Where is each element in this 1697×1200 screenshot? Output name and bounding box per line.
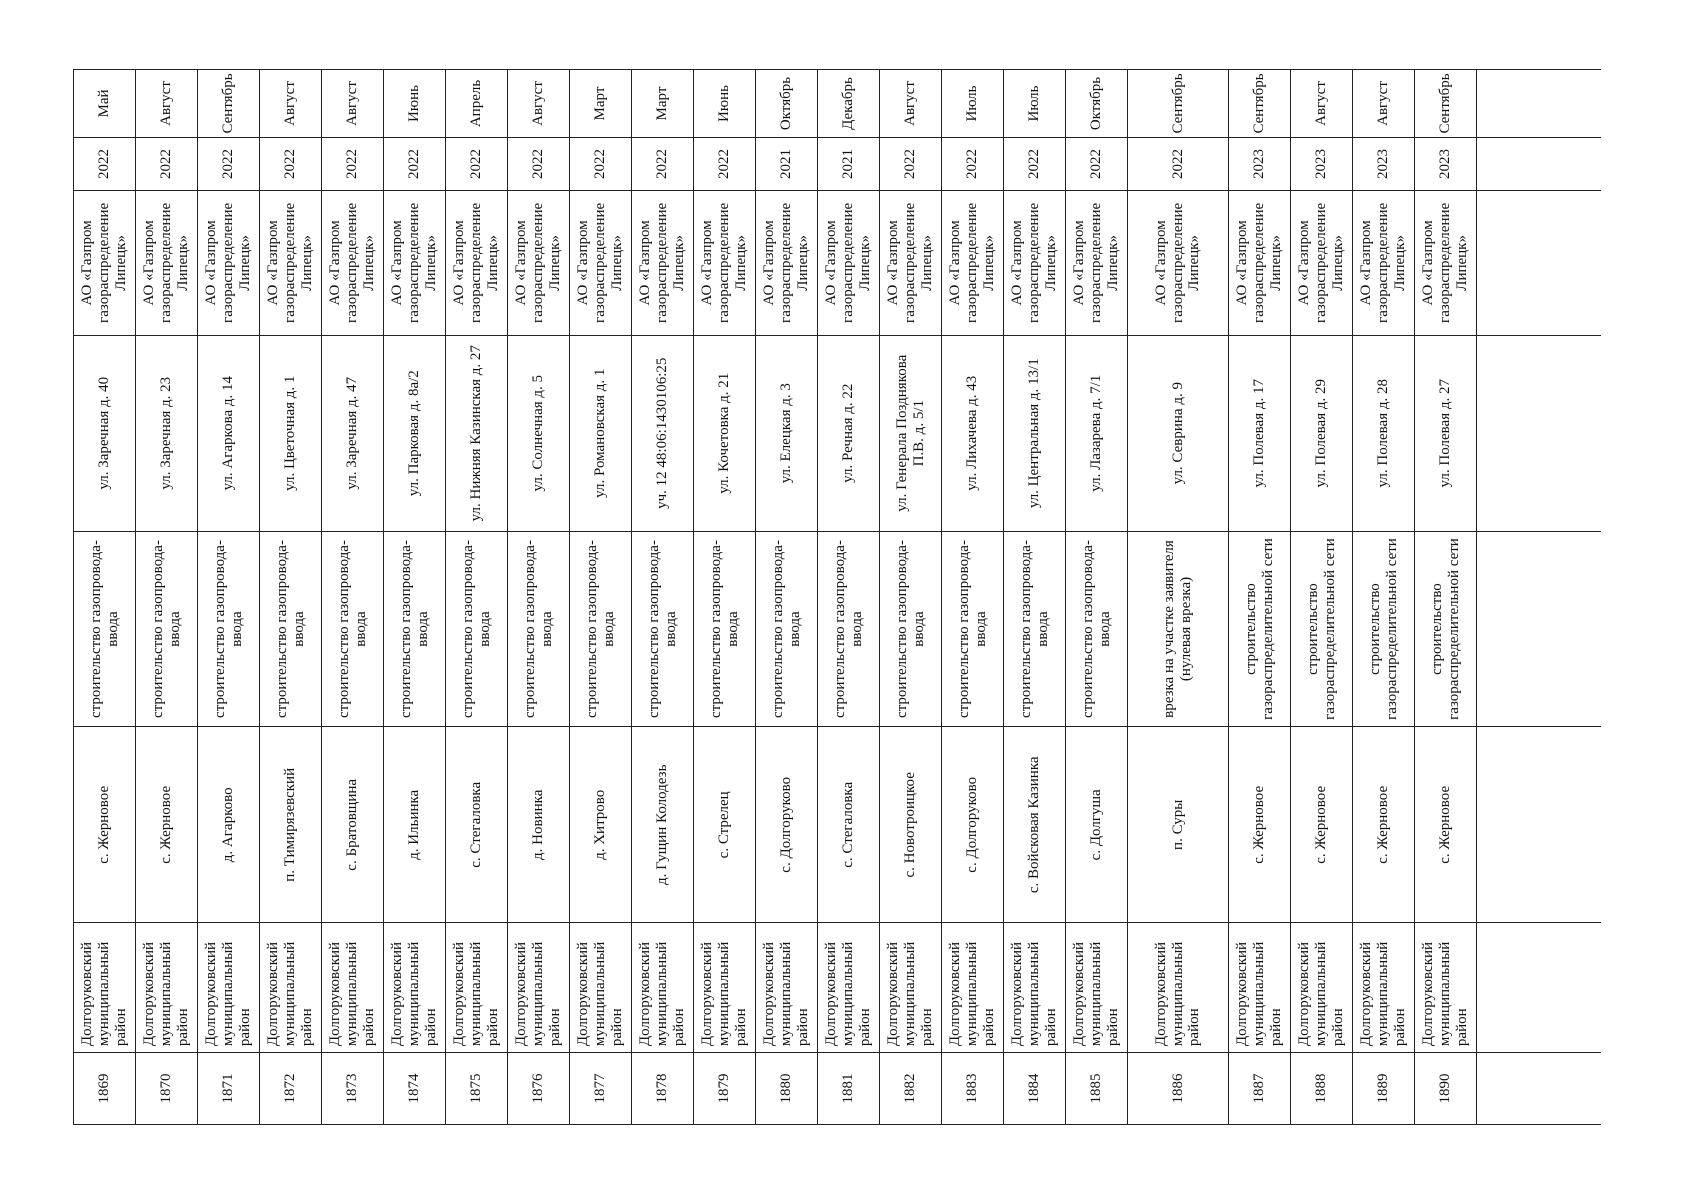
cell-organization: АО «Газпром газораспределение Липецк» [1291,191,1353,335]
cell-address: ул. Полевая д. 17 [1229,336,1291,531]
cell-organization: АО «Газпром газораспределение Липецк» [322,191,384,335]
cell-year: 2023 [1415,138,1477,190]
cell-work-type: врезка на участке заявителя (нулевая врезка) [1128,532,1229,727]
cell-number: 1883 [942,1053,1004,1124]
cell-locality: с. Жерновое [1353,727,1415,922]
cell-work-type: строительство газопровода-ввода [198,532,260,727]
cell-year: 2023 [1229,138,1291,190]
cell-number: 1886 [1128,1053,1229,1124]
cell-work-type: строительство газораспределительной сети [1353,532,1415,727]
cell-organization: АО «Газпром газораспределение Липецк» [1128,191,1229,335]
cell-work-type: строительство газораспределительной сети [1291,532,1353,727]
cell-work-type: строительство газопровода-ввода [1066,532,1128,727]
cell-district: Долгоруковский муниципальный район [880,923,942,1052]
cell-address: ул. Генерала Позднякова П.В. д. 5/1 [880,336,942,531]
cell-district: Долгоруковский муниципальный район [136,923,198,1052]
cell-month: Август [1291,70,1353,137]
cell-month: Сентябрь [1128,70,1229,137]
cell-address: ул. Нижняя Казинская д. 27 [446,336,508,531]
cell-work-type: строительство газопровода-ввода [694,532,756,727]
cell-month: Август [322,70,384,137]
cell-year: 2022 [694,138,756,190]
cell-year: 2022 [508,138,570,190]
cell-address: ул. Романовская д. 1 [570,336,632,531]
cell-district: Долгоруковский муниципальный район [1353,923,1415,1052]
cell-address: ул. Центральная д. 13/1 [1004,336,1066,531]
cell-district: Долгоруковский муниципальный район [1291,923,1353,1052]
cell-district: Долгоруковский муниципальный район [1415,923,1477,1052]
cell-number: 1882 [880,1053,942,1124]
cell-year: 2022 [880,138,942,190]
cell-number: 1887 [1229,1053,1291,1124]
cell-year: 2022 [570,138,632,190]
cell-district: Долгоруковский муниципальный район [818,923,880,1052]
cell-locality: п. Суры [1128,727,1229,922]
cell-locality: д. Новинка [508,727,570,922]
cell-district: Долгоруковский муниципальный район [74,923,136,1052]
cell-locality: с. Стрелец [694,727,756,922]
cell-month: Май [74,70,136,137]
cell-address: ул. Солнечная д. 5 [508,336,570,531]
cell-locality: д. Гущин Колодезь [632,727,694,922]
cell-number: 1873 [322,1053,384,1124]
cell-month: Сентябрь [1415,70,1477,137]
cell-district: Долгоруковский муниципальный район [198,923,260,1052]
cell-month: Апрель [446,70,508,137]
cell-district: Долгоруковский муниципальный район [1066,923,1128,1052]
cell-locality: с. Жерновое [136,727,198,922]
cell-locality: с. Жерновое [1291,727,1353,922]
cell-number: 1885 [1066,1053,1128,1124]
cell-district: Долгоруковский муниципальный район [756,923,818,1052]
cell-address: ул. Полевая д. 28 [1353,336,1415,531]
cell-address: ул. Парковая д. 8а/2 [384,336,446,531]
cell-organization: АО «Газпром газораспределение Липецк» [74,191,136,335]
cell-locality: д. Хитрово [570,727,632,922]
cell-district: Долгоруковский муниципальный район [384,923,446,1052]
cell-month: Декабрь [818,70,880,137]
cell-number: 1876 [508,1053,570,1124]
cell-month: Июль [942,70,1004,137]
cell-locality: с. Долгоруково [942,727,1004,922]
column-address [74,335,1601,531]
cell-number: 1870 [136,1053,198,1124]
column-month [74,69,1601,137]
cell-month: Август [1353,70,1415,137]
cell-address: ул. Заречная д. 23 [136,336,198,531]
column-locality [74,726,1601,922]
cell-organization: АО «Газпром газораспределение Липецк» [632,191,694,335]
cell-locality: д. Агарково [198,727,260,922]
cell-year: 2022 [1128,138,1229,190]
cell-month: Август [136,70,198,137]
cell-year: 2022 [384,138,446,190]
cell-work-type: строительство газопровода-ввода [818,532,880,727]
cell-organization: АО «Газпром газораспределение Липецк» [570,191,632,335]
cell-locality: с. Жерновое [1415,727,1477,922]
cell-month: Сентябрь [198,70,260,137]
cell-number: 1877 [570,1053,632,1124]
cell-locality: д. Ильинка [384,727,446,922]
cell-work-type: строительство газопровода-ввода [384,532,446,727]
cell-district: Долгоруковский муниципальный район [1229,923,1291,1052]
cell-organization: АО «Газпром газораспределение Липецк» [446,191,508,335]
cell-address: ул. Агаркова д. 14 [198,336,260,531]
cell-organization: АО «Газпром газораспределение Липецк» [136,191,198,335]
cell-work-type: строительство газопровода-ввода [756,532,818,727]
cell-locality: с. Войсковая Казинка [1004,727,1066,922]
cell-work-type: строительство газопровода-ввода [632,532,694,727]
cell-locality: с. Братовщина [322,727,384,922]
cell-locality: с. Жерновое [74,727,136,922]
cell-address: ул. Полевая д. 27 [1415,336,1477,531]
cell-work-type: строительство газопровода-ввода [508,532,570,727]
cell-district: Долгоруковский муниципальный район [942,923,1004,1052]
cell-number: 1879 [694,1053,756,1124]
cell-year: 2022 [1004,138,1066,190]
cell-organization: АО «Газпром газораспределение Липецк» [1415,191,1477,335]
cell-number: 1889 [1353,1053,1415,1124]
cell-month: Август [880,70,942,137]
column-year [74,137,1601,190]
cell-month: Август [508,70,570,137]
cell-work-type: строительство газопровода-ввода [446,532,508,727]
cell-locality: с. Стегаловка [818,727,880,922]
cell-number: 1888 [1291,1053,1353,1124]
cell-organization: АО «Газпром газораспределение Липецк» [384,191,446,335]
cell-locality: п. Тимирязевский [260,727,322,922]
cell-work-type: строительство газопровода-ввода [322,532,384,727]
cell-number: 1874 [384,1053,446,1124]
cell-organization: АО «Газпром газораспределение Липецк» [694,191,756,335]
cell-number: 1884 [1004,1053,1066,1124]
cell-work-type: строительство газопровода-ввода [74,532,136,727]
cell-organization: АО «Газпром газораспределение Липецк» [818,191,880,335]
cell-work-type: строительство газораспределительной сети [1229,532,1291,727]
cell-locality: с. Жерновое [1229,727,1291,922]
cell-number: 1880 [756,1053,818,1124]
cell-year: 2022 [1066,138,1128,190]
cell-number: 1875 [446,1053,508,1124]
cell-number: 1871 [198,1053,260,1124]
cell-organization: АО «Газпром газораспределение Липецк» [942,191,1004,335]
cell-year: 2022 [136,138,198,190]
cell-address: ул. Заречная д. 40 [74,336,136,531]
cell-work-type: строительство газопровода-ввода [1004,532,1066,727]
cell-month: Март [570,70,632,137]
cell-district: Долгоруковский муниципальный район [632,923,694,1052]
cell-locality: с. Новотроицкое [880,727,942,922]
cell-organization: АО «Газпром газораспределение Липецк» [1353,191,1415,335]
cell-month: Октябрь [756,70,818,137]
cell-number: 1869 [74,1053,136,1124]
cell-year: 2022 [198,138,260,190]
cell-year: 2023 [1291,138,1353,190]
cell-year: 2022 [74,138,136,190]
cell-organization: АО «Газпром газораспределение Липецк» [1004,191,1066,335]
cell-address: ул. Речная д. 22 [818,336,880,531]
column-number [74,1052,1601,1124]
cell-year: 2021 [818,138,880,190]
column-district [74,922,1601,1052]
cell-month: Сентябрь [1229,70,1291,137]
rotated-table [73,69,1601,1125]
cell-address: ул. Лихачева д. 43 [942,336,1004,531]
cell-district: Долгоруковский муниципальный район [1128,923,1229,1052]
cell-work-type: строительство газопровода-ввода [260,532,322,727]
column-work-type [74,531,1601,727]
cell-number: 1881 [818,1053,880,1124]
cell-year: 2021 [756,138,818,190]
cell-district: Долгоруковский муниципальный район [322,923,384,1052]
cell-month: Октябрь [1066,70,1128,137]
column-organization [74,190,1601,335]
cell-district: Долгоруковский муниципальный район [260,923,322,1052]
cell-work-type: строительство газопровода-ввода [942,532,1004,727]
cell-organization: АО «Газпром газораспределение Липецк» [1229,191,1291,335]
cell-month: Июль [1004,70,1066,137]
cell-work-type: строительство газопровода-ввода [136,532,198,727]
cell-work-type: строительство газопровода-ввода [880,532,942,727]
cell-district: Долгоруковский муниципальный район [694,923,756,1052]
cell-district: Долгоруковский муниципальный район [508,923,570,1052]
cell-organization: АО «Газпром газораспределение Липецк» [756,191,818,335]
cell-work-type: строительство газопровода-ввода [570,532,632,727]
cell-district: Долгоруковский муниципальный район [446,923,508,1052]
cell-locality: с. Долгоруково [756,727,818,922]
cell-locality: с. Стегаловка [446,727,508,922]
cell-month: Март [632,70,694,137]
cell-address: ул. Елецкая д. 3 [756,336,818,531]
cell-number: 1878 [632,1053,694,1124]
cell-address: ул. Заречная д. 47 [322,336,384,531]
cell-month: Август [260,70,322,137]
cell-year: 2022 [632,138,694,190]
cell-year: 2022 [446,138,508,190]
cell-organization: АО «Газпром газораспределение Липецк» [1066,191,1128,335]
cell-district: Долгоруковский муниципальный район [1004,923,1066,1052]
cell-locality: с. Долгуша [1066,727,1128,922]
cell-organization: АО «Газпром газораспределение Липецк» [508,191,570,335]
cell-year: 2022 [942,138,1004,190]
cell-address: уч. 12 48:06:1430106:25 [632,336,694,531]
cell-month: Июнь [384,70,446,137]
cell-address: ул. Кочетовка д. 21 [694,336,756,531]
cell-number: 1872 [260,1053,322,1124]
cell-address: ул. Полевая д. 29 [1291,336,1353,531]
cell-address: ул. Лазарева д. 7/1 [1066,336,1128,531]
cell-address: ул. Севрина д. 9 [1128,336,1229,531]
cell-year: 2022 [322,138,384,190]
cell-number: 1890 [1415,1053,1477,1124]
cell-organization: АО «Газпром газораспределение Липецк» [880,191,942,335]
cell-month: Июнь [694,70,756,137]
cell-district: Долгоруковский муниципальный район [570,923,632,1052]
cell-year: 2023 [1353,138,1415,190]
cell-organization: АО «Газпром газораспределение Липецк» [260,191,322,335]
cell-organization: АО «Газпром газораспределение Липецк» [198,191,260,335]
cell-year: 2022 [260,138,322,190]
cell-address: ул. Цветочная д. 1 [260,336,322,531]
cell-work-type: строительство газораспределительной сети [1415,532,1477,727]
